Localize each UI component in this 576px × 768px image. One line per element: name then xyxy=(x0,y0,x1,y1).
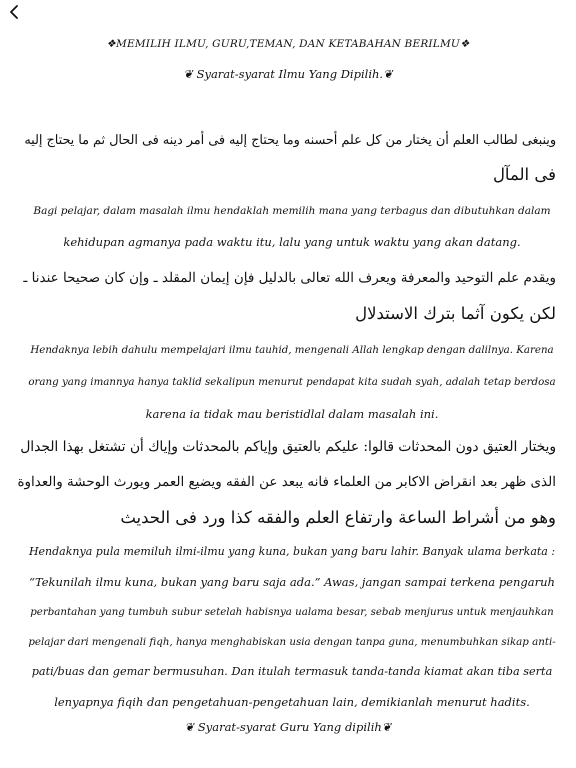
translation-paragraph-3 xyxy=(0,537,576,717)
arabic-line: ويقدم علم التوحيد والمعرفة ويعرف الله تعالى بالدليل فإن إيمان المقلد ـ وإن كان صحيحا عندنا ـ xyxy=(23,270,556,286)
translation-line: “Tekunilah ilmu kuna, bukan yang baru saja ada.” Awas, jangan sampai terkena pengaruh xyxy=(29,575,555,589)
arabic-line: فى المآل xyxy=(492,165,556,184)
translation-line: karena ia tidak mau beristidlal dalam masalah ini. xyxy=(145,407,439,421)
back-button[interactable] xyxy=(4,0,24,24)
section-heading-guru: ❦ Syarat-syarat Guru Yang dipilih❦ xyxy=(184,720,392,734)
translation-line: Hendaknya lebih dahulu mempelajari ilmu tauhid, mengenali Allah lengkap dengan dalilnya. Karena xyxy=(30,344,554,356)
translation-line: Bagi pelajar, dalam masalah ilmu hendaklah memilih mana yang terbagus dan dibutuhkan dalam xyxy=(33,205,551,217)
arabic-paragraph-2 xyxy=(0,260,576,332)
translation-line: lenyapnya fiqih dan pengetahuan-pengetahuan lain, demikianlah menurut hadits. xyxy=(54,695,530,709)
translation-line: perbantahan yang tumbuh subur setelah habisnya ualama besar, sebab menjurus untuk menjauhkan xyxy=(30,606,554,618)
translation-paragraph-2 xyxy=(0,334,576,430)
top-bar xyxy=(0,0,576,24)
translation-line: pati/buas dan gemar bermusuhan. Dan itulah termasuk tanda-tanda kiamat akan tiba serta xyxy=(31,665,553,678)
arabic-line: ويختار العتيق دون المحدثات قالوا: عليكم بالعتيق وإياكم بالمحدثات وإياك أن تشتغل بهذا الجدال xyxy=(20,439,556,455)
arabic-line: وهو من أشراط الساعة وارتفاع العلم والفقه كذا ورد فى الحديث xyxy=(120,508,556,527)
section-heading-ilmu: ❦ Syarat-syarat Ilmu Yang Dipilih.❦ xyxy=(183,67,393,81)
arabic-line: لكن يكون آثما بترك الاستدلال xyxy=(355,304,556,323)
arabic-paragraph-1 xyxy=(0,124,576,192)
arabic-line: الذى ظهر بعد انقراض الاكابر من العلماء فانه يبعد عن الفقه ويضيع العمر ويورث الوحشة والعداوة xyxy=(17,474,556,490)
chevron-left-icon xyxy=(8,4,20,20)
page-title: ❖MEMILIH ILMU, GURU,TEMAN, DAN KETABAHAN BERILMU❖ xyxy=(106,38,470,50)
translation-line: orang yang imannya hanya taklid sekalipun menurut pendapat kita sudah syah, adalah tetap berdosa xyxy=(28,376,556,388)
translation-line: kehidupan agmanya pada waktu itu, lalu yang untuk waktu yang akan datang. xyxy=(63,235,521,249)
translation-line: Hendaknya pula memiluh ilmi-ilmu yang kuna, bukan yang baru lahir. Banyak ulama berkata : xyxy=(28,545,556,558)
translation-paragraph-1 xyxy=(0,196,576,258)
document-content xyxy=(0,34,576,737)
arabic-line: وينبغى لطالب العلم أن يختار من كل علم أحسنه وما يحتاج إليه فى أمر دينه فى الحال ثم ما يحتاج إليه xyxy=(24,133,556,148)
arabic-paragraph-3 xyxy=(0,430,576,535)
translation-line: pelajar dari mengenali fiqh, hanya menghabiskan usia dengan tanpa guna, menumbuhkan sikap anti- xyxy=(28,636,556,648)
